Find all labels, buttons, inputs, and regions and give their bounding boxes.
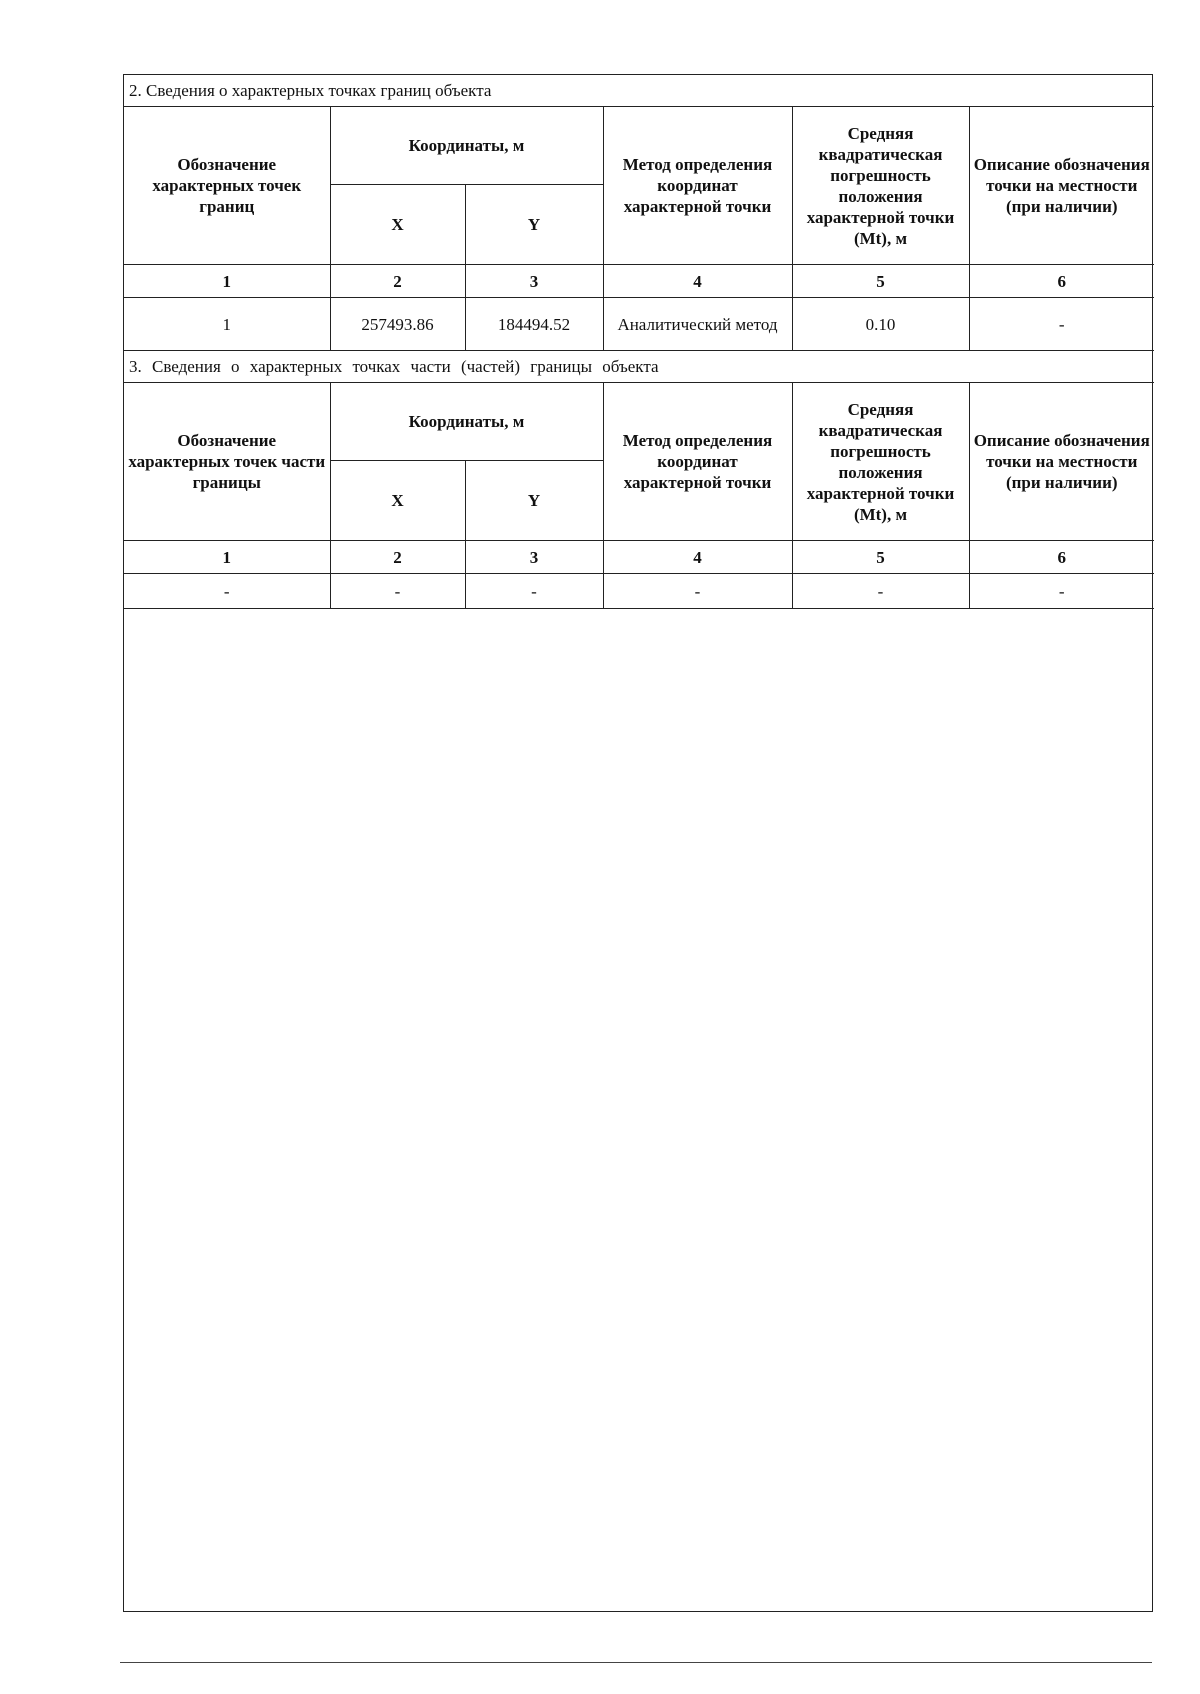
boundary-points-table	[124, 75, 1154, 609]
document-frame	[123, 74, 1153, 1612]
point-designation: 1	[124, 298, 330, 351]
section2-col-number: 5	[792, 265, 969, 298]
section2-header-description: Описание обозначения точки на местности (при наличии)	[969, 107, 1154, 265]
part-point-method: -	[603, 574, 792, 609]
point-y: 184494.52	[465, 298, 603, 351]
section2-title: 2. Сведения о характерных точках границ объекта	[124, 75, 1154, 107]
section3-header-method: Метод определения координат характерной точки	[603, 383, 792, 541]
section2-col-number: 2	[330, 265, 465, 298]
part-point-y: -	[465, 574, 603, 609]
section3-title: 3. Сведения о характерных точках части (частей) границы объекта	[124, 351, 1154, 383]
point-description: -	[969, 298, 1154, 351]
section2-header-x: X	[330, 185, 465, 265]
point-x: 257493.86	[330, 298, 465, 351]
section2-header-y: Y	[465, 185, 603, 265]
section3-col-number: 1	[124, 541, 330, 574]
section3-header-description: Описание обозначения точки на местности (при наличии)	[969, 383, 1154, 541]
point-method: Аналитический метод	[603, 298, 792, 351]
table-row	[124, 298, 1154, 351]
section3-col-number: 3	[465, 541, 603, 574]
section3-col-number: 4	[603, 541, 792, 574]
part-point-x: -	[330, 574, 465, 609]
section2-col-number: 1	[124, 265, 330, 298]
section3-col-number: 2	[330, 541, 465, 574]
part-point-description: -	[969, 574, 1154, 609]
section2-header-designation: Обозначение характерных точек границ	[124, 107, 330, 265]
section3-col-number: 6	[969, 541, 1154, 574]
section3-header-error: Средняя квадратическая погрешность положения характерной точки (Mt), м	[792, 383, 969, 541]
table-row	[124, 574, 1154, 609]
section3-header-designation: Обозначение характерных точек части границы	[124, 383, 330, 541]
section2-header-method: Метод определения координат характерной точки	[603, 107, 792, 265]
point-error: 0.10	[792, 298, 969, 351]
section3-header-coords: Координаты, м	[330, 383, 603, 461]
part-point-designation: -	[124, 574, 330, 609]
section2-col-number: 6	[969, 265, 1154, 298]
section2-col-number: 3	[465, 265, 603, 298]
section2-header-error: Средняя квадратическая погрешность положения характерной точки (Mt), м	[792, 107, 969, 265]
bottom-divider	[120, 1662, 1152, 1663]
section3-col-number: 5	[792, 541, 969, 574]
section3-header-y: Y	[465, 461, 603, 541]
section2-header-coords: Координаты, м	[330, 107, 603, 185]
part-point-error: -	[792, 574, 969, 609]
section3-header-x: X	[330, 461, 465, 541]
section2-col-number: 4	[603, 265, 792, 298]
